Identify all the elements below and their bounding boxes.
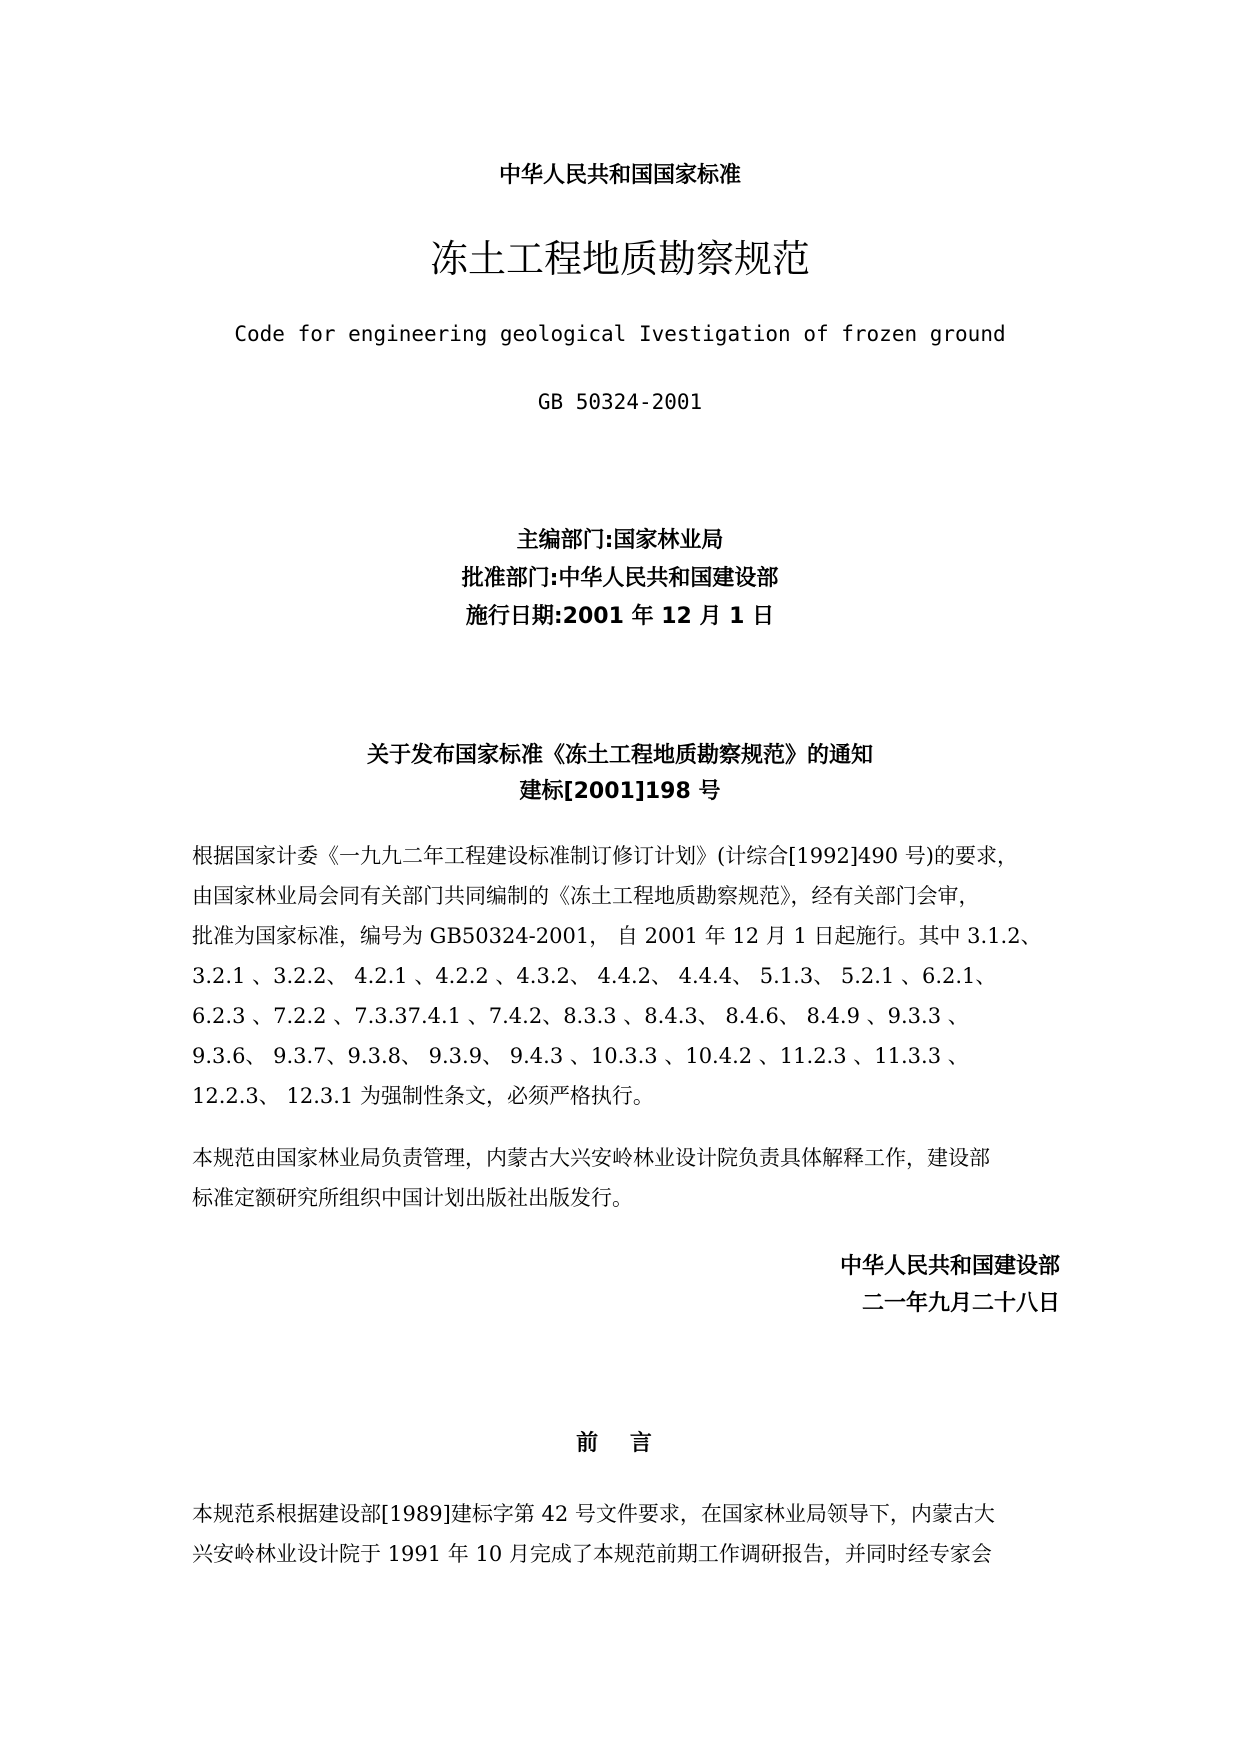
- meta-block: [0, 522, 1240, 636]
- paragraph-line: 6.2.3 、7.2.2 、7.3.37.4.1 、7.4.2、8.3.3 、8.4.3、 8.4.6、 8.4.9 、9.3.3 、: [192, 1004, 969, 1028]
- paragraph-line: 根据国家计委《一九九二年工程建设标准制订修订计划》(计综合[1992]490 号)的要求，: [192, 844, 1018, 868]
- meta-effective-date: 施行日期:2001 年 12 月 1 日: [465, 604, 775, 629]
- paragraph-line: 3.2.1 、3.2.2、 4.2.1 、4.2.2 、4.3.2、 4.4.2、 4.4.4、 5.1.3、 5.2.1 、6.2.1、: [192, 964, 997, 988]
- paragraph-line: 由国家林业局会同有关部门共同编制的《冻土工程地质勘察规范》，经有关部门会审，: [192, 884, 980, 908]
- standard-code: GB 50324-2001: [537, 390, 703, 414]
- paragraph-line: 标准定额研究所组织中国计划出版社出版发行。: [192, 1186, 633, 1210]
- meta-editor-dept: 主编部门:国家林业局: [516, 528, 724, 553]
- preface-paragraph: [192, 1494, 1060, 1574]
- paragraph-line: 兴安岭林业设计院于 1991 年 10 月完成了本规范前期工作调研报告，并同时经专家会: [192, 1542, 992, 1566]
- issuing-org-header: 中华人民共和国国家标准: [498, 163, 741, 188]
- meta-approval-dept: 批准部门:中华人民共和国建设部: [461, 566, 779, 591]
- preface-heading: 前 言: [576, 1431, 664, 1456]
- paragraph-line: 本规范系根据建设部[1989]建标字第 42 号文件要求，在国家林业局领导下，内蒙古大: [192, 1502, 995, 1526]
- paragraph-line: 12.2.3、 12.3.1 为强制性条文，必须严格执行。: [192, 1084, 654, 1108]
- english-title: Code for engineering geological Ivestigation of frozen ground: [234, 322, 1006, 346]
- paragraph-line: 本规范由国家林业局负责管理，内蒙古大兴安岭林业设计院负责具体解释工作，建设部: [192, 1146, 990, 1170]
- notice-title: 关于发布国家标准《冻土工程地质勘察规范》的通知: [366, 743, 873, 768]
- notice-number: 建标[2001]198 号: [519, 779, 721, 804]
- document-title: 冻土工程地质勘察规范: [429, 237, 810, 281]
- notice-paragraph-1: [192, 836, 1060, 1116]
- notice-paragraph-2: [192, 1138, 1060, 1218]
- paragraph-line: 批准为国家标准，编号为 GB50324-2001， 自 2001 年 12 月 1 日起施行。其中 3.1.2、: [192, 924, 1042, 948]
- signature-date: 二一年九月二十八日: [861, 1291, 1060, 1316]
- paragraph-line: 9.3.6、 9.3.7、9.3.8、 9.3.9、 9.4.3 、10.3.3 、10.4.2 、11.2.3 、11.3.3 、: [192, 1044, 969, 1068]
- signature-org: 中华人民共和国建设部: [839, 1254, 1060, 1279]
